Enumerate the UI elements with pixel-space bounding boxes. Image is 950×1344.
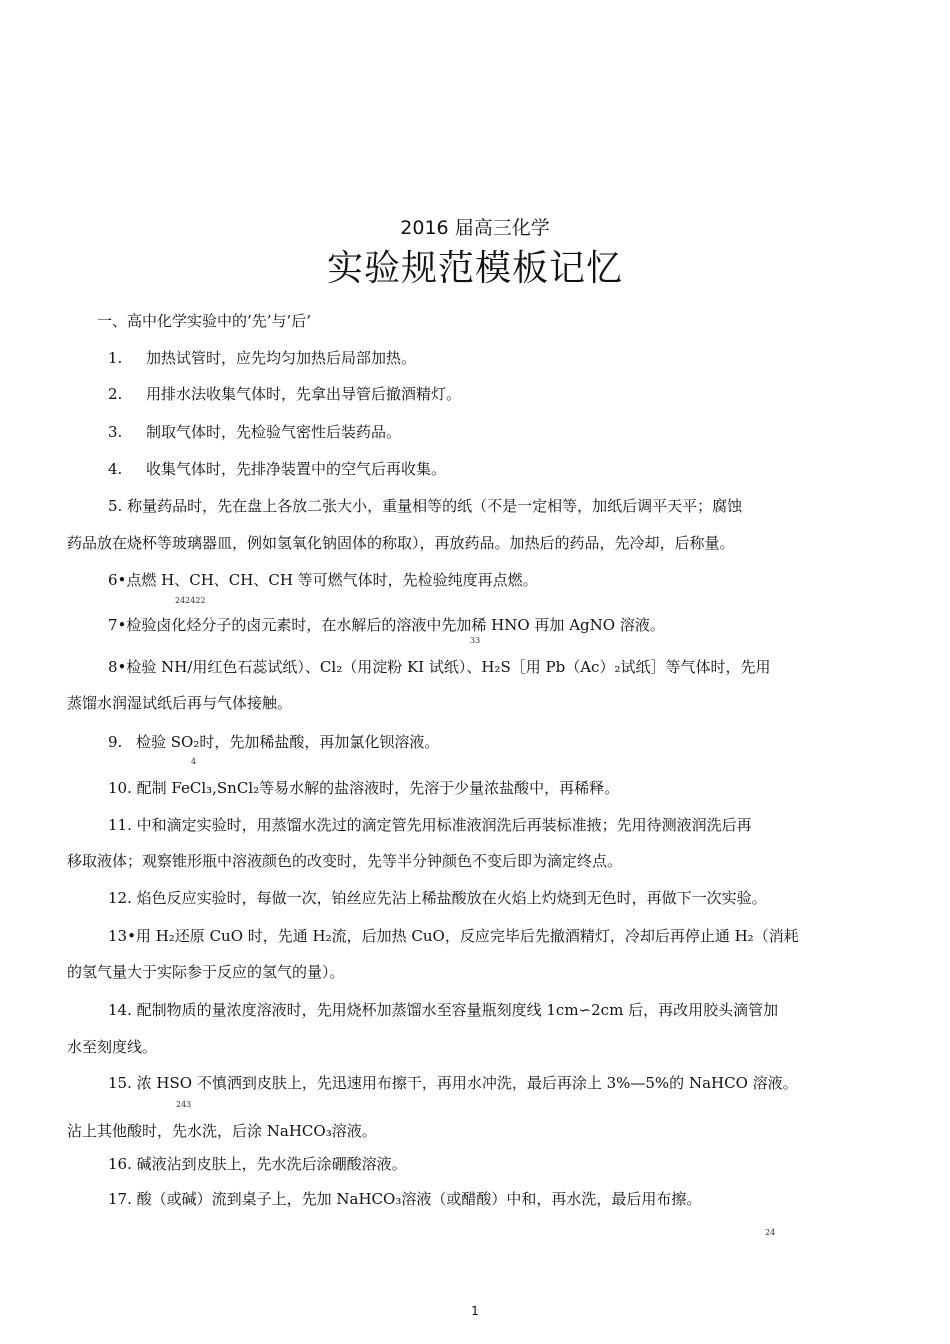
page-number: 1 — [471, 1304, 479, 1318]
section-heading: 一、高中化学实验中的’先’与’后’ — [97, 312, 312, 330]
list-text: 制取气体时，先检验气密性后装药品。 — [146, 423, 402, 441]
document-subtitle: 2016 届高三化学 — [400, 217, 550, 239]
list-number: 9. — [108, 733, 123, 751]
list-item-4 — [108, 459, 446, 479]
list-item-1 — [108, 348, 416, 368]
subscript-note: 243 — [176, 1100, 192, 1109]
list-number: 1. — [108, 349, 123, 367]
list-item-13-line-2: 的氢气量大于实际参于反应的氢气的量）。 — [67, 963, 345, 981]
list-item-11-line-2: 移取液体；观察锥形瓶中溶液颜色的改变时，先等半分钟颜色不变后即为滴定终点。 — [67, 852, 623, 870]
list-item-16: 16. 碱液沾到皮肤上，先水洗后涂硼酸溶液。 — [108, 1155, 407, 1173]
list-item-14-line-1: 14. 配制物质的量浓度溶液时，先用烧杯加蒸馏水至容量瓶刻度线 1cm∽2cm 后，再改用胶头滴管加 — [108, 1001, 779, 1019]
list-item-14-line-2: 水至刻度线。 — [67, 1038, 158, 1056]
subscript-note: 33 — [470, 636, 481, 645]
list-text: 加热试管时，应先均匀加热后局部加热。 — [146, 349, 417, 367]
list-item-3 — [108, 422, 401, 442]
list-item-10: 10. 配制 FeCl₃,SnCl₂等易水解的盐溶液时，先溶于少量浓盐酸中，再稀释。 — [108, 779, 620, 797]
list-item-6: 6•点燃 H、CH、CH、CH 等可燃气体时，先检验纯度再点燃。 — [108, 571, 538, 589]
list-number: 4. — [108, 460, 123, 478]
document-title: 实验规范模板记忆 — [326, 248, 623, 289]
list-item-11-line-1: 11. 中和滴定实验时，用蒸馏水洗过的滴定管先用标准液润洗后再装标准掖；先用待测液润洗后再 — [108, 816, 752, 834]
list-item-17: 17. 酸（或碱）流到桌子上，先加 NaHCO₃溶液（或醋酸）中和，再水洗，最后用布擦。 — [108, 1190, 702, 1208]
list-text: 用排水法收集气体时，先拿出导管后撤酒精灯。 — [146, 385, 462, 403]
list-text: 收集气体时，先排净装置中的空气后再收集。 — [146, 460, 447, 478]
list-item-5-line-2: 药品放在烧杯等玻璃器皿，例如氢氧化钠固体的称取），再放药品。加热后的药品，先冷却，后称量。 — [67, 534, 735, 552]
subscript-note: 242422 — [175, 596, 206, 605]
subscript-note: 4 — [191, 757, 197, 766]
list-number: 3. — [108, 423, 123, 441]
list-item-8-line-2: 蒸馏水润湿试纸后再与气体接触。 — [67, 694, 293, 712]
list-item-15-line-1: 15. 浓 HSO 不慎洒到皮肤上，先迅速用布擦干，再用水冲洗，最后再涂上 3%—5%的 NaHCO 溶液。 — [108, 1074, 798, 1092]
list-number: 2. — [108, 385, 123, 403]
list-item-2 — [108, 384, 461, 404]
list-item-8-line-1: 8•检验 NH/用红色石蕊试纸）、Cl₂（用淀粉 KI 试纸）、H₂S［用 Pb（Ac）₂试纸］等气体时，先用 — [108, 658, 771, 676]
list-text: 检验 SO₂时，先加稀盐酸，再加氯化钡溶液。 — [136, 733, 440, 751]
list-item-15-line-2: 沾上其他酸时，先水洗，后涂 NaHCO₃溶液。 — [67, 1122, 377, 1140]
list-item-13-line-1: 13•用 H₂还原 CuO 时，先通 H₂流，后加热 CuO，反应完毕后先撤酒精灯，冷却后再停止通 H₂（消耗 — [108, 927, 799, 945]
list-item-12: 12. 焰色反应实验时，每做一次，铂丝应先沾上稀盐酸放在火焰上灼烧到无色时，再做下一次实验。 — [108, 889, 767, 907]
list-item-9 — [108, 732, 439, 752]
list-item-5-line-1: 5. 称量药品时，先在盘上各放二张大小，重量相等的纸（不是一定相等，加纸后调平天平；腐蚀 — [108, 497, 743, 515]
list-item-7: 7•检验卤化烃分子的卤元素时，在水解后的溶液中先加稀 HNO 再加 AgNO 溶液。 — [108, 616, 665, 634]
subscript-note: 24 — [765, 1228, 776, 1237]
